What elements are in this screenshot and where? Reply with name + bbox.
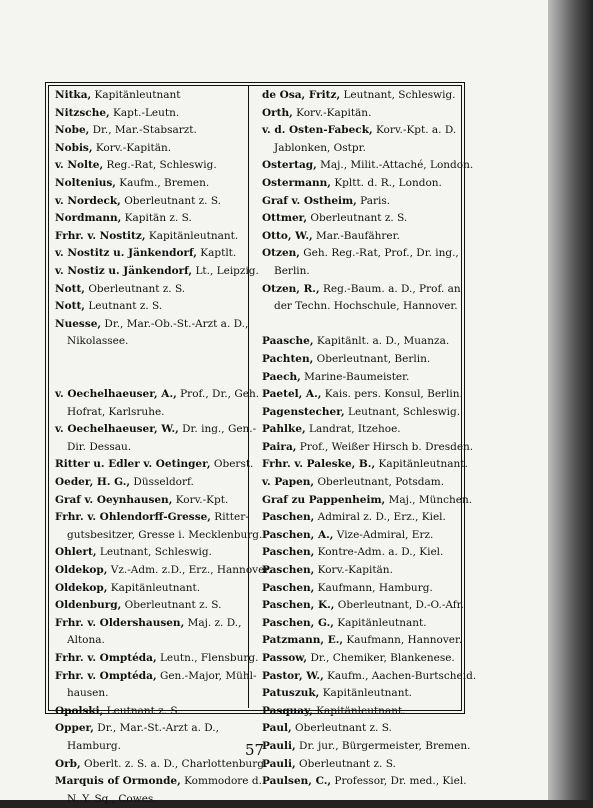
entry-name: Paasche, bbox=[262, 335, 314, 348]
directory-entry bbox=[55, 245, 251, 263]
entry-detail: Kapitänleutnant. bbox=[316, 704, 406, 717]
entry-detail: Kapitänleutnant. bbox=[322, 687, 413, 700]
entry-detail: Kais. pers. Konsul, Berlin. bbox=[324, 388, 463, 401]
directory-entry bbox=[262, 193, 458, 211]
directory-entry bbox=[262, 668, 477, 686]
entry-name: Otzen, R., bbox=[262, 282, 320, 295]
entry-name: Paschen, A., bbox=[262, 528, 334, 541]
entry-detail: Paris. bbox=[360, 194, 391, 207]
entry-name: Nott, bbox=[55, 282, 85, 295]
entry-name: Graf v. Oeynhausen, bbox=[55, 493, 173, 506]
directory-entry bbox=[262, 386, 463, 404]
directory-entry bbox=[55, 157, 251, 175]
directory-entry bbox=[55, 210, 251, 228]
entry-detail: Kapitänleutnant. bbox=[148, 229, 239, 242]
directory-entry bbox=[262, 333, 458, 351]
directory-entry bbox=[262, 122, 458, 157]
entry-name: Frhr. v. Oldershausen, bbox=[55, 616, 185, 629]
entry-name: Marquis of Ormonde, bbox=[55, 775, 181, 788]
directory-entry bbox=[262, 474, 458, 492]
entry-detail: Landrat, Itzehoe. bbox=[309, 423, 401, 436]
entry-detail: Reg.-Baum. a. D., Prof. an bbox=[322, 282, 461, 295]
entry-detail: Reg.-Rat, Schleswig. bbox=[106, 159, 217, 172]
entry-detail: Düsseldorf. bbox=[133, 476, 194, 489]
directory-entry bbox=[55, 474, 251, 492]
entry-detail: Oberleutnant z. S. bbox=[124, 599, 222, 612]
entry-detail: Hofrat, Karlsruhe. bbox=[67, 405, 165, 418]
entry-name: Orb, bbox=[55, 757, 81, 770]
entry-name: Frhr. v. Omptéda, bbox=[55, 652, 157, 664]
directory-entry bbox=[262, 105, 458, 123]
directory-entry bbox=[55, 703, 251, 721]
entry-detail: Vize-Admiral, Erz. bbox=[336, 528, 434, 541]
entry-detail: Maj., Milit.-Attaché, London. bbox=[320, 159, 474, 172]
directory-entry bbox=[55, 298, 251, 316]
entry-detail: Kapitänlt. a. D., Muanza. bbox=[316, 335, 450, 348]
entry-name: Pasquay, bbox=[262, 704, 313, 717]
entry-name: Opolski, bbox=[55, 704, 104, 717]
directory-entry bbox=[55, 773, 262, 808]
entry-name: Orth, bbox=[262, 106, 293, 119]
directory-entry bbox=[55, 228, 251, 246]
page-number: 57 bbox=[244, 741, 265, 759]
entry-detail: hausen. bbox=[67, 687, 109, 700]
entry-detail: Oberleutnant z. S. bbox=[299, 757, 396, 770]
entry-name: Pahlke, bbox=[262, 423, 306, 436]
entry-name: Frhr. v. Omptéda, bbox=[55, 669, 157, 682]
entry-detail: Oberleutnant z. S. bbox=[88, 282, 186, 295]
entry-detail: Oberleutnant z. S. bbox=[310, 212, 408, 225]
book-spine bbox=[548, 0, 593, 800]
directory-entry bbox=[55, 650, 259, 668]
directory-entry bbox=[262, 509, 458, 527]
entry-detail: N. Y. Sq., Cowes. bbox=[67, 792, 157, 805]
directory-entry bbox=[262, 404, 461, 422]
entry-name: Paschen, bbox=[262, 581, 315, 594]
directory-entry bbox=[262, 369, 458, 387]
entry-detail: Kapitän z. S. bbox=[124, 212, 192, 225]
entry-name: Oldekop, bbox=[55, 581, 108, 594]
directory-entry bbox=[55, 193, 251, 211]
entry-name: Otzen, bbox=[262, 247, 300, 260]
entry-detail: Korv.-Kapitän. bbox=[95, 141, 172, 154]
entry-name: v. Nostitz u. Jänkendorf, bbox=[55, 247, 197, 260]
entry-name: Ostertag, bbox=[262, 159, 317, 172]
directory-entry bbox=[55, 281, 251, 299]
entry-detail: Leutnant z. S. bbox=[88, 300, 163, 313]
entry-detail: Dr. ing., Gen.- bbox=[182, 423, 257, 436]
entry-detail: Hamburg. bbox=[67, 739, 121, 752]
entry-detail: Admiral z. D., Erz., Kiel. bbox=[317, 511, 446, 524]
directory-entry bbox=[262, 597, 464, 615]
entry-detail: Oberleutnant, Potsdam. bbox=[317, 476, 445, 489]
entry-detail: Kontre-Adm. a. D., Kiel. bbox=[317, 546, 444, 559]
entry-detail: Oberleutnant z. S. bbox=[124, 194, 222, 207]
entry-spacer bbox=[55, 351, 251, 369]
entry-detail: der Techn. Hochschule, Hannover. bbox=[274, 300, 458, 313]
entry-detail: Kaufmann, Hamburg. bbox=[317, 581, 433, 594]
entry-detail: Oberleutnant, Berlin. bbox=[316, 352, 431, 365]
entry-name: Frhr. v. Paleske, B., bbox=[262, 458, 376, 471]
directory-entry bbox=[262, 632, 463, 650]
entry-spacer bbox=[55, 369, 251, 387]
entry-name: Patuszuk, bbox=[262, 687, 320, 700]
entry-name: Noltenius, bbox=[55, 176, 116, 189]
entry-detail: Kaptlt. bbox=[200, 247, 237, 260]
entry-name: v. Nostiz u. Jänkendorf, bbox=[55, 264, 193, 277]
entry-detail: Leutnant, Schleswig. bbox=[343, 89, 456, 101]
entry-detail: Korv.-Kpt. a. D. bbox=[375, 124, 457, 137]
entry-detail: Oberst. bbox=[213, 458, 254, 471]
entry-detail: Nikolassee. bbox=[67, 335, 129, 348]
entry-name: Paulsen, C., bbox=[262, 775, 332, 788]
directory-entry bbox=[55, 421, 257, 456]
entry-detail: Oberlt. z. S. a. D., Charlottenburg. bbox=[84, 757, 268, 770]
entry-detail: Prof., Dr., Geh. bbox=[180, 388, 260, 401]
entry-name: Opper, bbox=[55, 722, 94, 735]
entry-detail: Vz.-Adm. z.D., Erz., Hannover. bbox=[110, 564, 272, 577]
entry-name: v. Oechelhaeuser, A., bbox=[55, 388, 177, 401]
entry-detail: Kpltt. d. R., London. bbox=[334, 176, 442, 189]
directory-entry bbox=[262, 87, 458, 105]
entry-detail: Kapitänleutnant. bbox=[378, 458, 468, 471]
entry-name: Passow, bbox=[262, 652, 308, 664]
entry-name: Ritter u. Edler v. Oetinger, bbox=[55, 458, 211, 471]
entry-detail: Dr., Mar.-St.-Arzt a. D., bbox=[97, 722, 219, 735]
entry-name: Graf zu Pappenheim, bbox=[262, 493, 386, 506]
entry-name: Paech, bbox=[262, 370, 301, 383]
entry-name: Patzmann, E., bbox=[262, 634, 344, 647]
entry-detail: Dr., Mar.-Stabsarzt. bbox=[92, 124, 197, 137]
directory-entry bbox=[55, 509, 263, 544]
directory-entry bbox=[55, 175, 251, 193]
entry-name: Frhr. v. Ohlendorff-Gresse, bbox=[55, 511, 211, 524]
directory-entry bbox=[262, 685, 458, 703]
entry-name: v. Papen, bbox=[262, 476, 315, 489]
entry-detail: Dir. Dessau. bbox=[67, 440, 132, 453]
directory-entry bbox=[262, 527, 458, 545]
entry-detail: Korv.-Kpt. bbox=[175, 493, 229, 506]
entry-detail: Berlin. bbox=[274, 264, 310, 277]
entry-name: Pauli, bbox=[262, 757, 296, 770]
directory-entry bbox=[262, 210, 458, 228]
entry-name: Pastor, W., bbox=[262, 669, 324, 682]
entry-name: Oldenburg, bbox=[55, 599, 122, 612]
entry-detail: Kapitänleutnant. bbox=[110, 581, 201, 594]
entry-detail: Dr., Chemiker, Blankenese. bbox=[310, 652, 455, 664]
entry-name: Pagenstecher, bbox=[262, 405, 345, 418]
entry-name: de Osa, Fritz, bbox=[262, 89, 341, 101]
entry-name: Nitzsche, bbox=[55, 106, 110, 119]
directory-entry bbox=[262, 773, 467, 791]
entry-name: Frhr. v. Nostitz, bbox=[55, 229, 146, 242]
entry-name: v. Oechelhaeuser, W., bbox=[55, 423, 179, 436]
directory-entry bbox=[262, 580, 458, 598]
directory-entry bbox=[262, 562, 458, 580]
entry-detail: Prof., Weißer Hirsch b. Dresden. bbox=[299, 440, 474, 453]
entry-name: Nott, bbox=[55, 300, 85, 313]
directory-entry bbox=[55, 580, 251, 598]
entry-detail: Jablonken, Ostpr. bbox=[274, 141, 366, 154]
directory-entry bbox=[262, 281, 461, 316]
directory-entry bbox=[262, 175, 458, 193]
entry-name: Paetel, A., bbox=[262, 388, 322, 401]
entry-name: Paschen, bbox=[262, 564, 315, 577]
entry-detail: Altona. bbox=[67, 634, 105, 647]
entry-name: Pachten, bbox=[262, 352, 314, 365]
entry-detail: Leutnant z. S. bbox=[106, 704, 181, 717]
entry-name: Ottmer, bbox=[262, 212, 308, 225]
directory-entry bbox=[262, 615, 458, 633]
directory-entry bbox=[55, 544, 251, 562]
entry-detail: Geh. Reg.-Rat, Prof., Dr. ing., bbox=[303, 247, 459, 260]
directory-entry bbox=[262, 351, 458, 369]
entry-detail: Korv.-Kapitän. bbox=[296, 106, 372, 119]
entry-name: Graf v. Ostheim, bbox=[262, 194, 357, 207]
entry-name: Paschen, K., bbox=[262, 599, 335, 612]
entry-spacer bbox=[262, 316, 458, 334]
entry-detail: Leutn., Flensburg. bbox=[159, 652, 259, 664]
entry-name: Ostermann, bbox=[262, 176, 331, 189]
directory-entry bbox=[262, 720, 458, 738]
entry-detail: Kapitänleutnant bbox=[94, 89, 181, 101]
entry-detail: Korv.-Kapitän. bbox=[317, 564, 393, 577]
directory-entry bbox=[55, 316, 251, 351]
entry-detail: Oberleutnant, D.-O.-Afr. bbox=[337, 599, 464, 612]
entry-name: Paschen, bbox=[262, 511, 315, 524]
entry-detail: Dr., Mar.-Ob.-St.-Arzt a. D., bbox=[104, 317, 249, 330]
entry-detail: Leutnant, Schleswig. bbox=[99, 546, 212, 559]
directory-entry bbox=[55, 456, 254, 474]
entry-detail: Maj., München. bbox=[388, 493, 473, 506]
directory-entry bbox=[55, 122, 251, 140]
entry-name: Paschen, G., bbox=[262, 616, 334, 629]
entry-name: v. d. Osten-Fabeck, bbox=[262, 124, 373, 137]
entry-detail: Kapt.-Leutn. bbox=[113, 106, 180, 119]
entry-detail: Lt., Leipzig. bbox=[195, 264, 259, 277]
entry-detail: Kapitänleutnant. bbox=[337, 616, 427, 629]
entry-detail: Maj. z. D., bbox=[187, 616, 242, 629]
entry-detail: Mar.-Baufährer. bbox=[315, 229, 400, 242]
directory-entry bbox=[262, 157, 474, 175]
right-column bbox=[262, 87, 477, 791]
entry-name: Nitka, bbox=[55, 89, 92, 101]
directory-entry bbox=[55, 105, 251, 123]
directory-entry bbox=[262, 421, 458, 439]
entry-detail: Marine-Baumeister. bbox=[304, 370, 410, 383]
entry-detail: Oberleutnant z. S. bbox=[295, 722, 392, 735]
directory-entry bbox=[262, 439, 474, 457]
entry-name: Oeder, H. G., bbox=[55, 476, 131, 489]
directory-entry bbox=[262, 492, 473, 510]
directory-entry bbox=[262, 650, 458, 668]
entry-detail: Gen.-Major, Mühl- bbox=[159, 669, 257, 682]
directory-entry bbox=[55, 492, 251, 510]
entry-name: Ohlert, bbox=[55, 546, 97, 559]
entry-detail: Kaufmann, Hannover. bbox=[346, 634, 463, 647]
entry-name: v. Nordeck, bbox=[55, 194, 121, 207]
entry-name: Paira, bbox=[262, 440, 297, 453]
directory-entry bbox=[55, 562, 272, 580]
directory-entry bbox=[55, 615, 251, 650]
entry-detail: Kaufm., Bremen. bbox=[119, 176, 210, 189]
directory-entry bbox=[262, 456, 468, 474]
directory-entry bbox=[262, 703, 458, 721]
entry-detail: Leutnant, Schleswig. bbox=[348, 405, 461, 418]
entry-detail: Dr. jur., Bürgermeister, Bremen. bbox=[299, 739, 471, 752]
entry-name: Pauli, bbox=[262, 739, 296, 752]
entry-name: Nobis, bbox=[55, 141, 93, 154]
directory-entry bbox=[55, 668, 257, 703]
directory-entry bbox=[55, 140, 251, 158]
directory-entry bbox=[262, 245, 458, 280]
entry-name: Paul, bbox=[262, 722, 292, 735]
entry-name: Nuesse, bbox=[55, 317, 102, 330]
directory-entry bbox=[55, 597, 251, 615]
entry-detail: Kaufm., Aachen-Burtscheid. bbox=[327, 669, 477, 682]
entry-name: Oldekop, bbox=[55, 564, 108, 577]
directory-entry bbox=[55, 87, 251, 105]
entry-detail: Kommodore d. bbox=[184, 775, 262, 788]
entry-name: Nobe, bbox=[55, 124, 90, 137]
directory-entry bbox=[55, 263, 259, 281]
entry-name: Paschen, bbox=[262, 546, 315, 559]
entry-detail: Professor, Dr. med., Kiel. bbox=[334, 775, 467, 788]
directory-entry bbox=[55, 386, 260, 421]
entry-detail: gutsbesitzer, Gresse i. Mecklenburg. bbox=[67, 528, 263, 541]
entry-name: v. Nolte, bbox=[55, 159, 104, 172]
directory-entry bbox=[262, 544, 458, 562]
entry-detail: Ritter- bbox=[214, 511, 249, 524]
directory-entry bbox=[262, 228, 458, 246]
entry-name: Nordmann, bbox=[55, 212, 122, 225]
entry-name: Otto, W., bbox=[262, 229, 313, 242]
